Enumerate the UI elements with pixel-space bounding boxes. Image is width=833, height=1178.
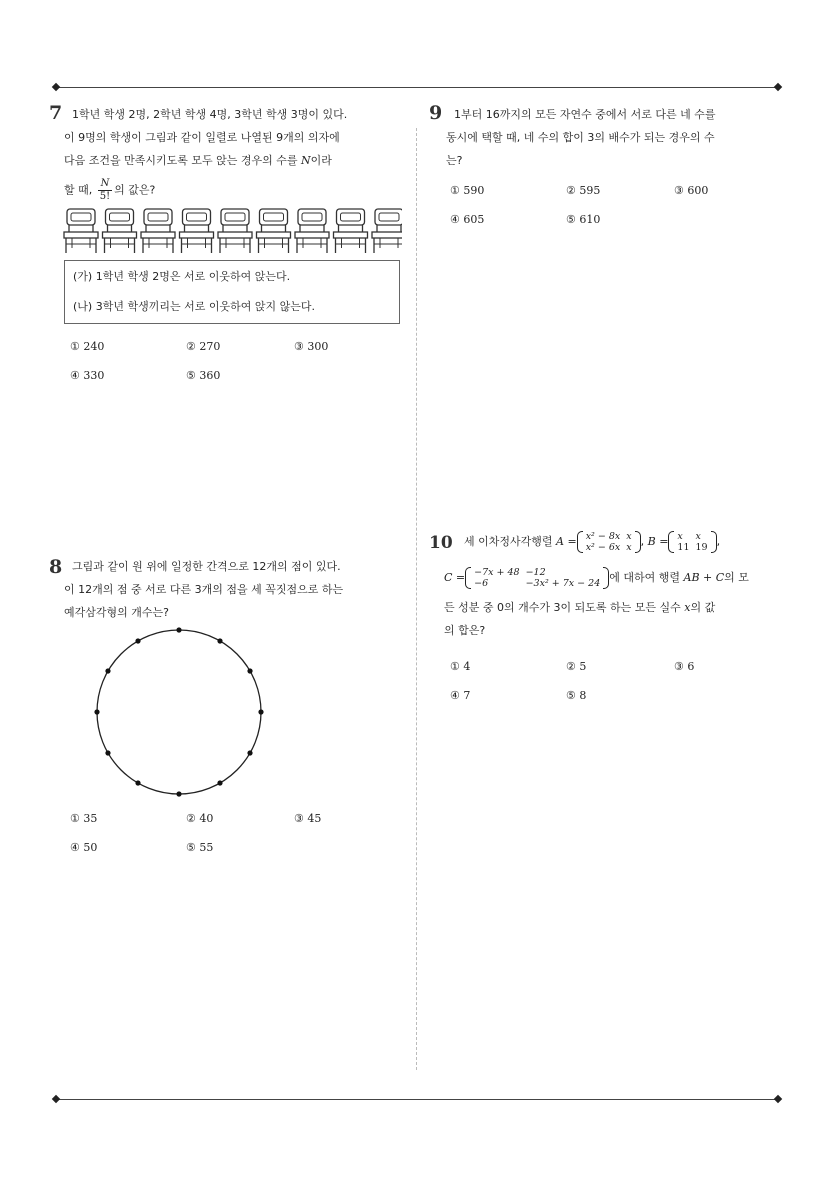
- q7-line4: 할 때, $\frac{N}{5!}$ 의 값은?: [64, 178, 156, 202]
- chair-icon: [295, 209, 329, 253]
- q10-line1: 세 이차정사각행렬 A = x² − 8x x x² − 6x x , B = x x 11 19 ,: [464, 531, 721, 553]
- chair-icon: [218, 209, 252, 253]
- matrix-a: x² − 8x x x² − 6x x: [577, 531, 641, 553]
- q10-choice-4[interactable]: ④ 7: [450, 689, 471, 702]
- chair-icon: [180, 209, 214, 253]
- q8-choice-5[interactable]: ⑤ 55: [186, 841, 214, 854]
- q8-choice-3[interactable]: ③ 45: [294, 812, 322, 825]
- q8-line1: 그림과 같이 원 위에 일정한 간격으로 12개의 점이 있다.: [72, 560, 341, 573]
- q7-text: [64, 103, 402, 203]
- q10-number: 10: [429, 533, 453, 553]
- chair-icon: [334, 209, 368, 253]
- q8-number: 8: [49, 556, 63, 578]
- q7-condition-b: (나) 3학년 학생끼리는 서로 이웃하여 앉지 않는다.: [73, 300, 315, 313]
- matrix-b: x x 11 19: [668, 531, 716, 553]
- chair-icon: [103, 209, 137, 253]
- q9-choice-4[interactable]: ④ 605: [450, 213, 485, 226]
- q9-choice-3[interactable]: ③ 600: [674, 184, 709, 197]
- q9-choice-2[interactable]: ② 595: [566, 184, 601, 197]
- column-divider: [416, 128, 417, 1070]
- q7-line1: 1학년 학생 2명, 2학년 학생 4명, 3학년 학생 3명이 있다.: [72, 108, 348, 121]
- circle-point: [176, 791, 181, 796]
- q9-number: 9: [429, 102, 443, 124]
- q8-line2: 이 12개의 점 중 서로 다른 3개의 점을 세 꼭짓점으로 하는: [64, 583, 344, 596]
- circle-point: [135, 638, 140, 643]
- q8-text: [64, 555, 402, 624]
- q9-line1: 1부터 16까지의 모든 자연수 중에서 서로 다른 네 수를: [454, 108, 716, 121]
- q7-choice-1[interactable]: ① 240: [70, 340, 105, 353]
- q7-choice-2[interactable]: ② 270: [186, 340, 221, 353]
- q9-line3: 는?: [446, 154, 463, 167]
- q10-choice-3[interactable]: ③ 6: [674, 660, 695, 673]
- circle-figure: [84, 617, 274, 807]
- q7-line2: 이 9명의 학생이 그림과 같이 일렬로 나열된 9개의 의자에: [64, 131, 340, 144]
- q8-line3: 예각삼각형의 개수는?: [64, 606, 169, 619]
- q10-text: [444, 524, 784, 642]
- q9-text: [446, 103, 784, 172]
- circle-point: [176, 627, 181, 632]
- q7-choice-4[interactable]: ④ 330: [70, 369, 105, 382]
- circle: [97, 630, 261, 794]
- q7-fraction: $\frac{N}{5!}$: [99, 178, 111, 202]
- q8-choice-1[interactable]: ① 35: [70, 812, 98, 825]
- circle-point: [105, 750, 110, 755]
- q10-choice-1[interactable]: ① 4: [450, 660, 471, 673]
- chair-icon: [64, 209, 98, 253]
- circle-point: [247, 750, 252, 755]
- q9-choice-5[interactable]: ⑤ 610: [566, 213, 601, 226]
- circle-point: [105, 668, 110, 673]
- q8-choice-4[interactable]: ④ 50: [70, 841, 98, 854]
- q10-choice-5[interactable]: ⑤ 8: [566, 689, 587, 702]
- q8-choice-2[interactable]: ② 40: [186, 812, 214, 825]
- chairs-figure: [62, 208, 402, 256]
- circle-point: [94, 709, 99, 714]
- chair-icon: [257, 209, 291, 253]
- q10-line4: 의 합은?: [444, 624, 486, 637]
- q10-choice-2[interactable]: ② 5: [566, 660, 587, 673]
- q10-line2: C = −7x + 48 −12 −6 −3x² + 7x − 24 에 대하여 행렬 AB + C의 모: [444, 567, 749, 589]
- q7-line3: 다음 조건을 만족시키도록 모두 앉는 경우의 수를 N이라: [64, 154, 332, 167]
- circle-point: [217, 780, 222, 785]
- chair-icon: [141, 209, 175, 253]
- q9-choice-1[interactable]: ① 590: [450, 184, 485, 197]
- q7-choice-3[interactable]: ③ 300: [294, 340, 329, 353]
- q7-number: 7: [49, 102, 63, 124]
- circle-point: [258, 709, 263, 714]
- q7-condition-box: [64, 260, 400, 324]
- circle-point: [217, 638, 222, 643]
- q10-line3: 든 성분 중 0의 개수가 3이 되도록 하는 모든 실수 x의 값: [444, 601, 716, 614]
- chair-icon: [372, 209, 402, 253]
- circle-point: [247, 668, 252, 673]
- q7-condition-a: (가) 1학년 학생 2명은 서로 이웃하여 앉는다.: [73, 270, 291, 283]
- top-rule: [56, 87, 778, 88]
- circle-point: [135, 780, 140, 785]
- q9-line2: 동시에 택할 때, 네 수의 합이 3의 배수가 되는 경우의 수: [446, 131, 715, 144]
- matrix-c: −7x + 48 −12 −6 −3x² + 7x − 24: [465, 567, 609, 589]
- q7-choice-5[interactable]: ⑤ 360: [186, 369, 221, 382]
- bottom-rule: [56, 1099, 778, 1100]
